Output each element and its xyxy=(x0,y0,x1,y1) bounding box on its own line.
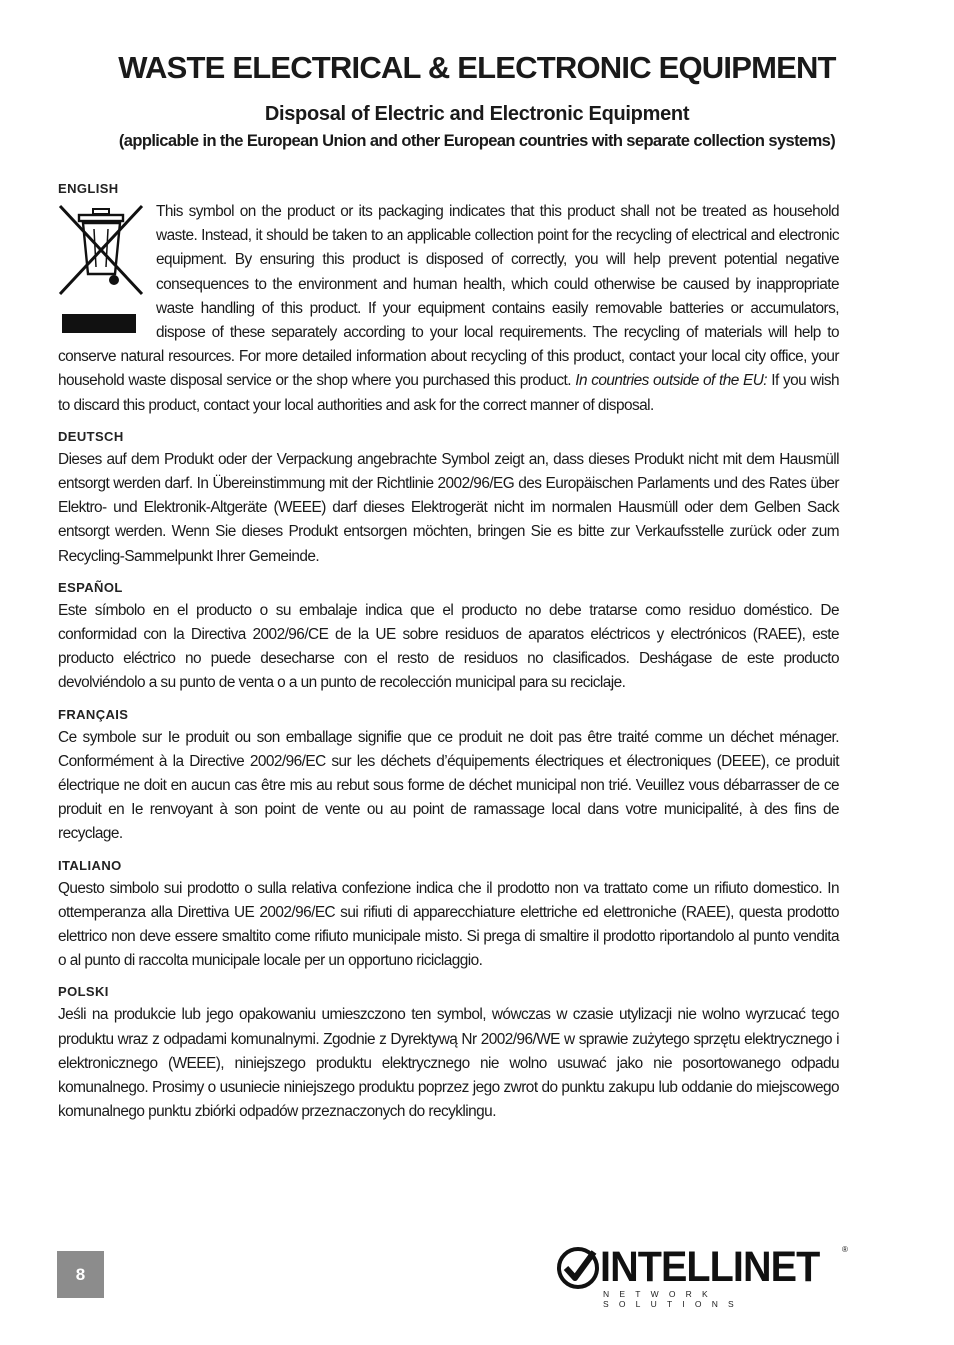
page-subtitle-note: (applicable in the European Union and other European countries with separate collection systems) xyxy=(118,132,836,150)
page-number: 8 xyxy=(57,1251,104,1298)
italic-note: In countries outside of the EU: xyxy=(575,372,768,390)
section-english xyxy=(58,180,839,418)
weee-bin-icon xyxy=(56,202,148,344)
registered-mark: ® xyxy=(842,1245,848,1254)
section-heading: ESPAÑOL xyxy=(58,579,123,595)
section-espanol xyxy=(58,579,839,696)
section-deutsch xyxy=(58,428,839,569)
logo-tagline: NETWORK SOLUTIONS xyxy=(603,1289,744,1309)
intellinet-logo xyxy=(556,1243,852,1309)
logo-checkmark-icon xyxy=(556,1246,600,1290)
weee-bin-graphic xyxy=(56,202,148,312)
section-francais xyxy=(58,706,839,847)
weee-solid-bar xyxy=(62,314,136,333)
content xyxy=(58,180,839,1135)
page-subtitle: Disposal of Electric and Electronic Equipment xyxy=(264,103,690,125)
section-heading: DEUTSCH xyxy=(58,428,124,444)
section-polski xyxy=(58,983,839,1124)
page-title: WASTE ELECTRICAL & ELECTRONIC EQUIPMENT xyxy=(118,50,836,85)
section-text: Este símbolo en el producto o su embalaje indica que el producto no debe tratarse como residuo doméstico. De conformidad con la Directiva 2002/96/CE de la UE sobre residuos de aparatos eléctricos y electrónicos (RAEE), este producto eléctrico no puede desecharse con el resto de residuos no clasificados. Deshágase de este producto devolviéndolo a su punto de venta o a un punto de recolección municipal para su reciclaje. xyxy=(58,601,839,692)
section-heading: ENGLISH xyxy=(58,181,119,196)
section-italiano xyxy=(58,857,839,974)
section-text: Jeśli na produkcie lub jego opakowaniu umieszczono ten symbol, wówczas w czasie utylizacji nie wolno wyrzucać tego produktu wraz z odpadami komunalnymi. Zgodnie z Dyrektywą Nr 2002/96/WE w sprawie zużytego sprzętu elektrycznego i elektronicznego (WEEE), niniejszego produktu elektrycznego nie wolno usuwać jako nie posortowanego odpadu komunalnego. Prosimy o usuniecie niniejszego produktu poprzez jego zwrot do punktu zakupu lub oddanie do miejscowego komunalnego punktu zbiórki odpadów przeznaczonych do recyklingu. xyxy=(58,1006,839,1121)
section-heading: POLSKI xyxy=(58,984,109,1000)
section-text: Ce symbole sur Ie produit ou son emballage signifie que ce produit ne doit pas être traité comme un déchet ménager. Conformément à la Directive 2002/96/EC sur les déchets d’équipements électriques et électroniques (DEEE), ce produit électrique ne doit en aucun cas être mis au rebut sous forme de déchet municipal non trié. Veuillez vous débarrasser de ce produit en Ie renvoyant à son point de vente ou au point de ramassage local dans votre municipalité, à des fins de recyclage. xyxy=(58,728,839,843)
section-text: This symbol on the product or its packaging indicates that this product shall not be treated as household waste. Instead, it should be taken to an applicable collection point for the recycling of electrical and electronic equipment. By ensuring this product is disposed of correctly, you will help prevent potential negative consequences to the environment and human health, which could otherwise be caused by inappropriate waste handling of this product. If your equipment contains easily removable batteries or accumulators, dispose of these separately according to your local requirements. The recycling of materials will help to conserve natural resources. For more detailed information about recycling of this product, contact your local city office, your household waste disposal service or the shop where you purchased this product. In countries outside of the EU: If you wish to discard this product, contact your local authorities and ask for the correct manner of disposal. xyxy=(58,203,839,414)
section-heading: FRANÇAIS xyxy=(58,706,129,722)
logo-wordmark: INTELLINET xyxy=(600,1243,820,1291)
section-text: Dieses auf dem Produkt oder der Verpackung angebrachte Symbol zeigt an, dass dieses Produkt nicht mit dem Hausmüll entsorgt werden darf. In Übereinstimmung mit der Richtlinie 2002/96/EG des Europäischen Parlaments und des Rates über Elektro- und Elektronik-Altgeräte (WEEE) darf dieses Elektrogerät nicht im normalen Hausmüll oder dem Gelben Sack entsorgt werden. Wenn Sie dieses Produkt entsorgen möchten, bringen Sie es bitte zur Verkaufsstelle zurück oder zum Recycling-Sammelpunkt Ihrer Gemeinde. xyxy=(58,450,839,565)
section-text: Questo simbolo sui prodotto o sulla relativa confezione indica che il prodotto non va trattato come un rifiuto domestico. In ottemperanza alla Direttiva UE 2002/96/EC sui rifiuti di apparecchiature elettriche ed elettroniche (RAEE), questa prodotto elettrico non deve essere smaltito come rifiuto municipale misto. Si prega di smaltire il prodotto riportandolo al punto vendita o al punto di raccolta municipale locale per un opportuno riciclaggio. xyxy=(58,879,839,970)
section-heading: ITALIANO xyxy=(58,857,122,873)
